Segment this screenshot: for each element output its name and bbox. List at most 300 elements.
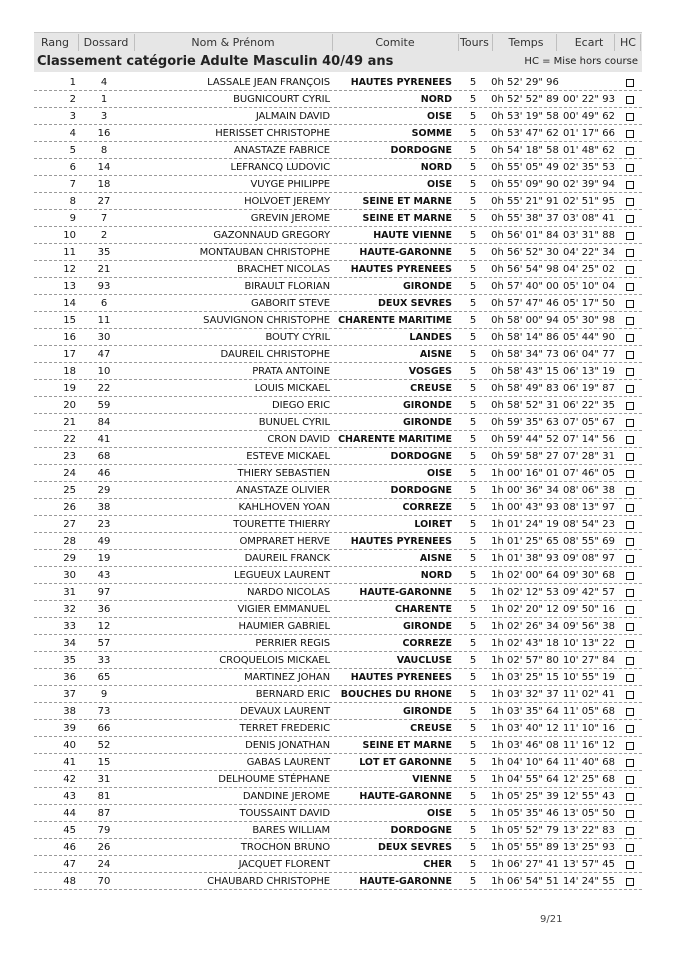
gap-cell: 03' 08" 41 <box>563 213 615 224</box>
header-divider <box>332 34 333 51</box>
name-cell: CHAUBARD CHRISTOPHE <box>207 876 330 887</box>
hc-checkbox-icon <box>626 878 634 886</box>
rank-cell: 13 <box>63 281 76 292</box>
bib-cell: 3 <box>100 111 108 122</box>
rank-cell: 20 <box>63 400 76 411</box>
bib-cell: 41 <box>97 434 111 445</box>
name-cell: HERISSET CHRISTOPHE <box>215 128 330 139</box>
page-number: 9/21 <box>540 914 563 925</box>
laps-cell: 5 <box>469 825 477 836</box>
time-cell: 0h 59' 44" 52 <box>491 434 559 445</box>
time-cell: 1h 05' 35" 46 <box>491 808 559 819</box>
name-cell: DAUREIL FRANCK <box>244 553 330 564</box>
name-cell: HOLVOET JEREMY <box>244 196 330 207</box>
table-row <box>34 788 642 805</box>
table-row <box>34 380 642 397</box>
table-row <box>34 363 642 380</box>
bib-cell: 46 <box>97 468 111 479</box>
hc-checkbox-icon <box>626 147 634 155</box>
hc-checkbox-icon <box>626 708 634 716</box>
committee-cell: OISE <box>427 179 452 190</box>
bib-cell: 7 <box>100 213 108 224</box>
name-cell: BIRAULT FLORIAN <box>244 281 330 292</box>
rank-cell: 40 <box>63 740 76 751</box>
time-cell: 1h 03' 32" 37 <box>491 689 559 700</box>
name-cell: LOUIS MICKAEL <box>254 383 330 394</box>
laps-cell: 5 <box>469 502 477 513</box>
col-header-rang: Rang <box>40 36 70 49</box>
bib-cell: 70 <box>97 876 111 887</box>
col-header-nom: Nom & Prénom <box>191 36 275 49</box>
rank-cell: 7 <box>69 179 76 190</box>
rank-cell: 17 <box>63 349 76 360</box>
name-cell: BOUTY CYRIL <box>265 332 330 343</box>
rank-cell: 28 <box>63 536 76 547</box>
table-row <box>34 499 642 516</box>
time-cell: 0h 58' 34" 73 <box>491 349 559 360</box>
hc-checkbox-icon <box>626 368 634 376</box>
bib-cell: 8 <box>100 145 108 156</box>
committee-cell: DORDOGNE <box>390 825 452 836</box>
gap-cell: 10' 55" 19 <box>563 672 615 683</box>
committee-cell: SEINE ET MARNE <box>362 196 452 207</box>
laps-cell: 5 <box>469 519 477 530</box>
committee-cell: HAUTE-GARONNE <box>359 587 452 598</box>
committee-cell: OISE <box>427 111 452 122</box>
rank-cell: 44 <box>63 808 76 819</box>
table-row <box>34 856 642 873</box>
name-cell: LASSALE JEAN FRANÇOIS <box>207 77 330 88</box>
bib-cell: 29 <box>97 485 111 496</box>
gap-cell: 13' 57" 45 <box>563 859 615 870</box>
rank-cell: 6 <box>69 162 76 173</box>
table-row <box>34 227 642 244</box>
rank-cell: 14 <box>63 298 76 309</box>
time-cell: 1h 00' 36" 34 <box>491 485 559 496</box>
bib-cell: 9 <box>100 689 108 700</box>
committee-cell: HAUTE-GARONNE <box>359 247 452 258</box>
committee-cell: CORREZE <box>402 502 452 513</box>
laps-cell: 5 <box>469 230 477 241</box>
table-row <box>34 346 642 363</box>
bib-cell: 24 <box>97 859 111 870</box>
rank-cell: 34 <box>63 638 76 649</box>
laps-cell: 5 <box>469 791 477 802</box>
committee-cell: BOUCHES DU RHONE <box>340 689 452 700</box>
table-row <box>34 652 642 669</box>
laps-cell: 5 <box>469 400 477 411</box>
time-cell: 1h 05' 52" 79 <box>491 825 559 836</box>
bib-cell: 23 <box>97 519 111 530</box>
table-row <box>34 176 642 193</box>
hc-checkbox-icon <box>626 419 634 427</box>
table-row <box>34 397 642 414</box>
laps-cell: 5 <box>469 672 477 683</box>
rank-cell: 5 <box>69 145 76 156</box>
bib-cell: 22 <box>97 383 111 394</box>
gap-cell: 11' 40" 68 <box>563 757 615 768</box>
bib-cell: 93 <box>97 281 111 292</box>
gap-cell: 11' 05" 68 <box>563 706 615 717</box>
committee-cell: CHARENTE MARITIME <box>338 434 452 445</box>
committee-cell: NORD <box>420 94 452 105</box>
name-cell: DAUREIL CHRISTOPHE <box>220 349 330 360</box>
name-cell: LEFRANCQ LUDOVIC <box>230 162 330 173</box>
rank-cell: 10 <box>63 230 76 241</box>
name-cell: HAUMIER GABRIEL <box>238 621 330 632</box>
table-row <box>34 210 642 227</box>
bib-cell: 19 <box>97 553 111 564</box>
bib-cell: 47 <box>97 349 111 360</box>
time-cell: 1h 06' 54" 51 <box>491 876 559 887</box>
gap-cell: 13' 05" 50 <box>563 808 615 819</box>
table-row <box>34 601 642 618</box>
hc-checkbox-icon <box>626 351 634 359</box>
rank-cell: 47 <box>63 859 76 870</box>
laps-cell: 5 <box>469 706 477 717</box>
time-cell: 0h 59' 58" 27 <box>491 451 559 462</box>
laps-cell: 5 <box>469 621 477 632</box>
gap-cell: 05' 17" 50 <box>563 298 615 309</box>
name-cell: GAZONNAUD GREGORY <box>213 230 330 241</box>
gap-cell: 13' 25" 93 <box>563 842 615 853</box>
committee-cell: LOT ET GARONNE <box>359 757 452 768</box>
committee-cell: GIRONDE <box>402 706 452 717</box>
header-divider <box>492 34 493 51</box>
time-cell: 0h 56' 01" 84 <box>491 230 559 241</box>
hc-legend-note: HC = Mise hors course <box>524 56 638 67</box>
rank-cell: 48 <box>63 876 76 887</box>
bib-cell: 35 <box>97 247 111 258</box>
rank-cell: 27 <box>63 519 76 530</box>
name-cell: NARDO NICOLAS <box>247 587 330 598</box>
name-cell: DEVAUX LAURENT <box>240 706 330 717</box>
header-divider <box>134 34 135 51</box>
rank-cell: 36 <box>63 672 76 683</box>
hc-checkbox-icon <box>626 232 634 240</box>
name-cell: DENIS JONATHAN <box>245 740 330 751</box>
table-row <box>34 839 642 856</box>
committee-cell: CHER <box>423 859 452 870</box>
rank-cell: 23 <box>63 451 76 462</box>
name-cell: GREVIN JEROME <box>250 213 330 224</box>
time-cell: 0h 58' 14" 86 <box>491 332 559 343</box>
laps-cell: 5 <box>469 145 477 156</box>
committee-cell: DEUX SEVRES <box>377 842 452 853</box>
name-cell: LEGUEUX LAURENT <box>234 570 330 581</box>
bib-cell: 30 <box>97 332 111 343</box>
bib-cell: 97 <box>97 587 111 598</box>
laps-cell: 5 <box>469 417 477 428</box>
bib-cell: 31 <box>97 774 111 785</box>
hc-checkbox-icon <box>626 198 634 206</box>
name-cell: VIGIER EMMANUEL <box>237 604 330 615</box>
hc-checkbox-icon <box>626 266 634 274</box>
gap-cell: 09' 08" 97 <box>563 553 615 564</box>
hc-checkbox-icon <box>626 283 634 291</box>
gap-cell: 13' 22" 83 <box>563 825 615 836</box>
committee-cell: GIRONDE <box>402 281 452 292</box>
table-row <box>34 771 642 788</box>
table-row <box>34 431 642 448</box>
bib-cell: 87 <box>97 808 111 819</box>
laps-cell: 5 <box>469 723 477 734</box>
time-cell: 0h 57' 47" 46 <box>491 298 559 309</box>
laps-cell: 5 <box>469 434 477 445</box>
time-cell: 1h 00' 16" 01 <box>491 468 559 479</box>
hc-checkbox-icon <box>626 572 634 580</box>
name-cell: ANASTAZE OLIVIER <box>236 485 330 496</box>
name-cell: TOUSSAINT DAVID <box>239 808 330 819</box>
rank-cell: 45 <box>63 825 76 836</box>
bib-cell: 12 <box>97 621 111 632</box>
bib-cell: 11 <box>97 315 111 326</box>
gap-cell: 09' 42" 57 <box>563 587 615 598</box>
laps-cell: 5 <box>469 247 477 258</box>
hc-checkbox-icon <box>626 674 634 682</box>
committee-cell: SOMME <box>411 128 452 139</box>
laps-cell: 5 <box>469 553 477 564</box>
rank-cell: 25 <box>63 485 76 496</box>
time-cell: 1h 02' 26" 34 <box>491 621 559 632</box>
committee-cell: LOIRET <box>414 519 452 530</box>
time-cell: 0h 52' 29" 96 <box>491 77 559 88</box>
table-row <box>34 618 642 635</box>
gap-cell: 07' 05" 67 <box>563 417 615 428</box>
laps-cell: 5 <box>469 536 477 547</box>
gap-cell: 07' 28" 31 <box>563 451 615 462</box>
gap-cell: 08' 06" 38 <box>563 485 615 496</box>
time-cell: 0h 53' 19" 58 <box>491 111 559 122</box>
committee-cell: NORD <box>420 162 452 173</box>
hc-checkbox-icon <box>626 96 634 104</box>
bib-cell: 38 <box>97 502 111 513</box>
hc-checkbox-icon <box>626 742 634 750</box>
laps-cell: 5 <box>469 485 477 496</box>
name-cell: MARTINEZ JOHAN <box>244 672 330 683</box>
committee-cell: DORDOGNE <box>390 485 452 496</box>
header-divider <box>78 34 79 51</box>
rank-cell: 42 <box>63 774 76 785</box>
time-cell: 1h 02' 12" 53 <box>491 587 559 598</box>
hc-checkbox-icon <box>626 164 634 172</box>
hc-checkbox-icon <box>626 317 634 325</box>
header-divider <box>458 34 459 51</box>
table-row <box>34 873 642 890</box>
committee-cell: SEINE ET MARNE <box>362 213 452 224</box>
committee-cell: HAUTES PYRENEES <box>350 672 452 683</box>
committee-cell: HAUTES PYRENEES <box>350 77 452 88</box>
bib-cell: 65 <box>97 672 111 683</box>
laps-cell: 5 <box>469 383 477 394</box>
bib-cell: 68 <box>97 451 111 462</box>
committee-cell: SEINE ET MARNE <box>362 740 452 751</box>
gap-cell: 05' 10" 04 <box>563 281 615 292</box>
table-row <box>34 295 642 312</box>
gap-cell: 09' 50" 16 <box>563 604 615 615</box>
table-row <box>34 737 642 754</box>
committee-cell: CREUSE <box>410 383 452 394</box>
hc-checkbox-icon <box>626 725 634 733</box>
gap-cell: 04' 25" 02 <box>563 264 615 275</box>
laps-cell: 5 <box>469 587 477 598</box>
hc-checkbox-icon <box>626 215 634 223</box>
hc-checkbox-icon <box>626 844 634 852</box>
time-cell: 0h 58' 52" 31 <box>491 400 559 411</box>
committee-cell: AISNE <box>419 349 452 360</box>
gap-cell: 14' 24" 55 <box>563 876 615 887</box>
name-cell: SAUVIGNON CHRISTOPHE <box>203 315 330 326</box>
hc-checkbox-icon <box>626 130 634 138</box>
laps-cell: 5 <box>469 876 477 887</box>
hc-checkbox-icon <box>626 776 634 784</box>
table-row <box>34 516 642 533</box>
committee-cell: GIRONDE <box>402 621 452 632</box>
time-cell: 1h 01' 25" 65 <box>491 536 559 547</box>
time-cell: 1h 00' 43" 93 <box>491 502 559 513</box>
committee-cell: VOSGES <box>408 366 452 377</box>
col-header-tours: Tours <box>460 36 489 49</box>
rank-cell: 32 <box>63 604 76 615</box>
rank-cell: 12 <box>63 264 76 275</box>
laps-cell: 5 <box>469 570 477 581</box>
name-cell: BRACHET NICOLAS <box>237 264 330 275</box>
col-header-comite: Comite <box>375 36 415 49</box>
bib-cell: 10 <box>97 366 111 377</box>
committee-cell: HAUTES PYRENEES <box>350 536 452 547</box>
hc-checkbox-icon <box>626 453 634 461</box>
name-cell: KAHLHOVEN YOAN <box>238 502 330 513</box>
laps-cell: 5 <box>469 808 477 819</box>
time-cell: 0h 56' 52" 30 <box>491 247 559 258</box>
time-cell: 0h 54' 18" 58 <box>491 145 559 156</box>
time-cell: 0h 58' 49" 83 <box>491 383 559 394</box>
rank-cell: 21 <box>63 417 76 428</box>
time-cell: 1h 03' 40" 12 <box>491 723 559 734</box>
name-cell: JACQUET FLORENT <box>238 859 330 870</box>
rank-cell: 16 <box>63 332 76 343</box>
laps-cell: 5 <box>469 332 477 343</box>
table-row <box>34 567 642 584</box>
hc-checkbox-icon <box>626 181 634 189</box>
gap-cell: 06' 04" 77 <box>563 349 615 360</box>
bib-cell: 66 <box>97 723 111 734</box>
gap-cell: 08' 54" 23 <box>563 519 615 530</box>
hc-checkbox-icon <box>626 402 634 410</box>
gap-cell: 12' 55" 43 <box>563 791 615 802</box>
gap-cell: 06' 13" 19 <box>563 366 615 377</box>
table-row <box>34 635 642 652</box>
rank-cell: 41 <box>63 757 76 768</box>
table-row <box>34 244 642 261</box>
header-divider <box>614 34 615 51</box>
name-cell: BUNUEL CYRIL <box>258 417 330 428</box>
laps-cell: 5 <box>469 468 477 479</box>
col-header-ecart: Ecart <box>574 36 604 49</box>
time-cell: 0h 55' 05" 49 <box>491 162 559 173</box>
rank-cell: 33 <box>63 621 76 632</box>
name-cell: OMPRARET HERVE <box>239 536 330 547</box>
rank-cell: 24 <box>63 468 76 479</box>
bib-cell: 81 <box>97 791 111 802</box>
laps-cell: 5 <box>469 859 477 870</box>
col-header-temps: Temps <box>508 36 544 49</box>
name-cell: TROCHON BRUNO <box>240 842 330 853</box>
laps-cell: 5 <box>469 349 477 360</box>
hc-checkbox-icon <box>626 810 634 818</box>
time-cell: 1h 01' 24" 19 <box>491 519 559 530</box>
time-cell: 1h 02' 00" 64 <box>491 570 559 581</box>
committee-cell: OISE <box>427 808 452 819</box>
table-row <box>34 159 642 176</box>
name-cell: DELHOUME STÉPHANE <box>218 774 330 785</box>
name-cell: BERNARD ERIC <box>255 689 330 700</box>
name-cell: VUYGE PHILIPPE <box>250 179 330 190</box>
name-cell: BARES WILLIAM <box>252 825 330 836</box>
gap-cell: 02' 39" 94 <box>563 179 615 190</box>
time-cell: 0h 53' 47" 62 <box>491 128 559 139</box>
rank-cell: 8 <box>69 196 76 207</box>
bib-cell: 18 <box>97 179 111 190</box>
committee-cell: CORREZE <box>402 638 452 649</box>
table-row <box>34 448 642 465</box>
table-row <box>34 414 642 431</box>
committee-cell: AISNE <box>419 553 452 564</box>
bib-cell: 27 <box>97 196 111 207</box>
table-row <box>34 686 642 703</box>
bib-cell: 15 <box>97 757 111 768</box>
bib-cell: 16 <box>97 128 111 139</box>
hc-checkbox-icon <box>626 79 634 87</box>
table-row <box>34 584 642 601</box>
laps-cell: 5 <box>469 757 477 768</box>
gap-cell: 02' 51" 95 <box>563 196 615 207</box>
name-cell: DIEGO ERIC <box>272 400 330 411</box>
hc-checkbox-icon <box>626 436 634 444</box>
hc-checkbox-icon <box>626 504 634 512</box>
laps-cell: 5 <box>469 94 477 105</box>
rank-cell: 2 <box>69 94 76 105</box>
table-row <box>34 193 642 210</box>
time-cell: 1h 02' 43" 18 <box>491 638 559 649</box>
rank-cell: 4 <box>69 128 76 139</box>
committee-cell: HAUTES PYRENEES <box>350 264 452 275</box>
hc-checkbox-icon <box>626 521 634 529</box>
laps-cell: 5 <box>469 128 477 139</box>
laps-cell: 5 <box>469 179 477 190</box>
time-cell: 1h 04' 55" 64 <box>491 774 559 785</box>
laps-cell: 5 <box>469 264 477 275</box>
laps-cell: 5 <box>469 740 477 751</box>
laps-cell: 5 <box>469 162 477 173</box>
laps-cell: 5 <box>469 298 477 309</box>
hc-checkbox-icon <box>626 640 634 648</box>
rank-cell: 18 <box>63 366 76 377</box>
laps-cell: 5 <box>469 451 477 462</box>
committee-cell: HAUTE-GARONNE <box>359 791 452 802</box>
rank-cell: 3 <box>69 111 76 122</box>
time-cell: 0h 55' 21" 91 <box>491 196 559 207</box>
name-cell: TERRET FREDERIC <box>239 723 330 734</box>
committee-cell: LANDES <box>409 332 452 343</box>
bib-cell: 57 <box>97 638 111 649</box>
name-cell: DANDINE JEROME <box>242 791 330 802</box>
time-cell: 0h 58' 00" 94 <box>491 315 559 326</box>
bib-cell: 4 <box>100 77 108 88</box>
rank-cell: 15 <box>63 315 76 326</box>
table-row <box>34 108 642 125</box>
laps-cell: 5 <box>469 213 477 224</box>
